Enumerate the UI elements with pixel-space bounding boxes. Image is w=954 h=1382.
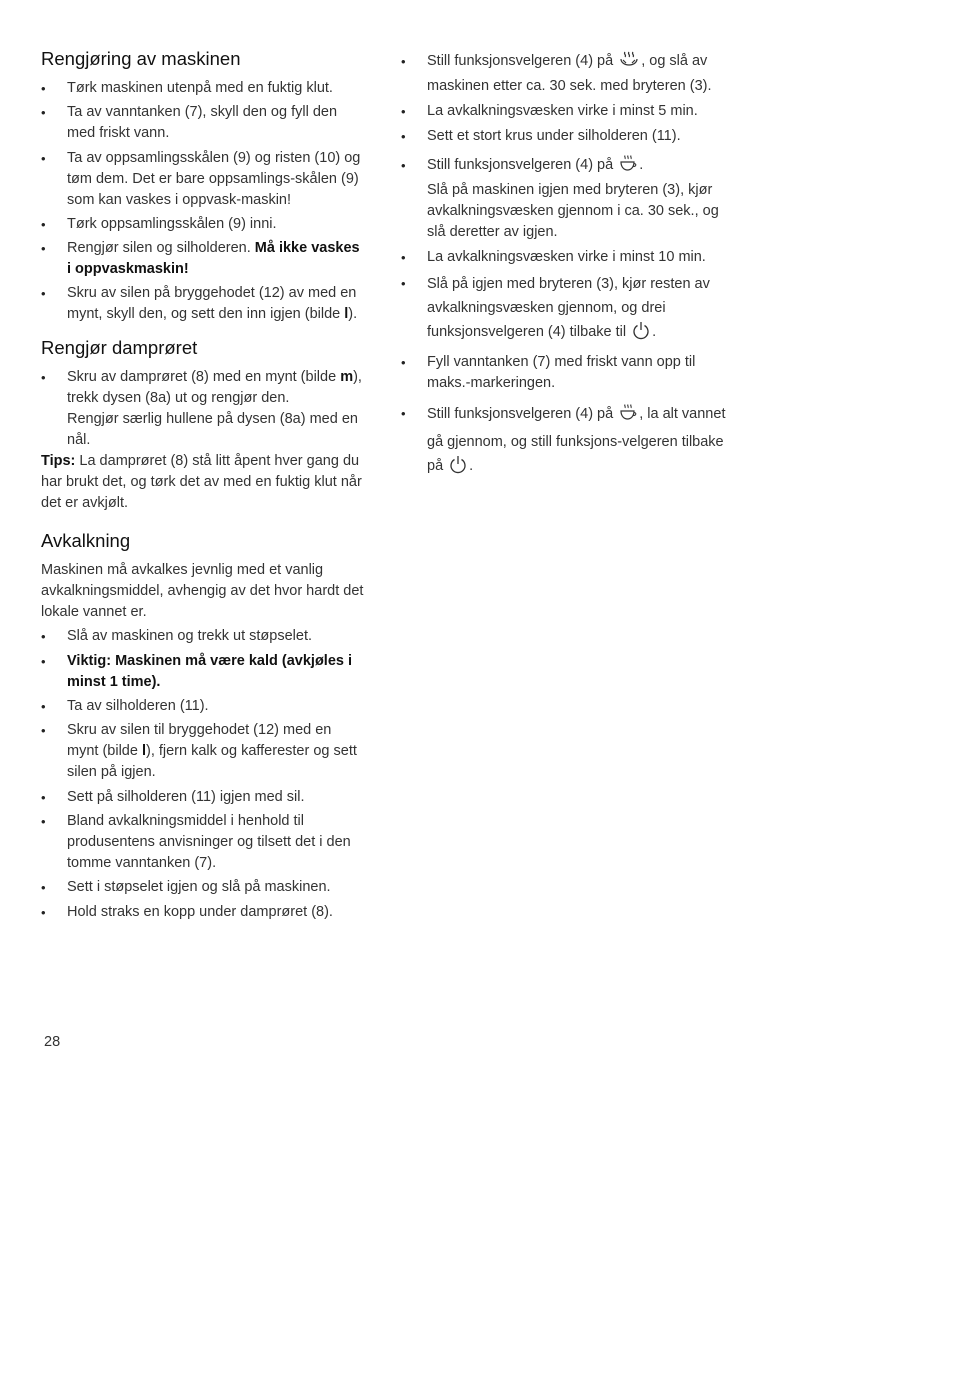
tips-label: Tips: (41, 453, 76, 470)
power-icon (632, 321, 650, 348)
list-item: • Sett på silholderen (11) igjen med sil. (41, 788, 305, 805)
bullet-list (401, 51, 731, 482)
coffee-cup-icon (619, 155, 637, 180)
section-title: Rengjør damprøret (41, 337, 198, 359)
warning-text: Viktig: Maskinen må være kald (avkjøles i minst 1 time). (67, 652, 353, 690)
left-column (41, 46, 366, 926)
list-item: • Still funksjonsvelgeren (4) på . Slå på maskinen igjen med bryteren (3), kjør avkalkningsvæsken gjennom i ca. 30 sek., og slå deretter av igjen. (401, 157, 719, 240)
list-item: • La avkalkningsvæsken virke i minst 10 min. (401, 249, 706, 265)
list-item: • Skru av silen til bryggehodet (12) med en mynt (bilde l), fjern kalk og kafferester og sett silen på igjen. (41, 722, 357, 781)
list-item: • Tørk maskinen utenpå med en fuktig klut. (41, 80, 333, 96)
section-steam-pipe (41, 335, 366, 514)
power-icon (449, 455, 467, 482)
list-item: • Tørk oppsamlingsskålen (9) inni. (41, 215, 277, 232)
list-item: • Skru av damprøret (8) med en mynt (bilde m), trekk dysen (8a) ut og rengjør den. Rengjør særlig hullene på dysen (8a) med en nål. (41, 369, 362, 449)
list-item: • La avkalkningsvæsken virke i minst 5 min. (401, 103, 698, 119)
list-item: • Slå av maskinen og trekk ut støpselet. (41, 628, 312, 645)
section-cleaning-machine (41, 46, 366, 325)
section-title: Avkalkning (41, 530, 131, 552)
intro-paragraph: Maskinen må avkalkes jevnlig med et vanlig avkalkningsmiddel, avhengig av det hvor hardt det lokale vannet er. (41, 562, 364, 621)
figure-ref: l (344, 306, 349, 323)
list-item: • Ta av vanntanken (7), skyll den og fyll den med friskt vann. (41, 104, 338, 142)
list-item: • Still funksjonsvelgeren (4) på , og slå av maskinen etter ca. 30 sek. med bryteren (3). (401, 53, 712, 94)
list-item: • Hold straks en kopp under damprøret (8). (41, 903, 333, 920)
list-item: • Fyll vanntanken (7) med friskt vann opp til maks.-markeringen. (401, 354, 696, 391)
coffee-cup-icon (619, 404, 637, 430)
page-number: 28 (44, 1034, 61, 1050)
list-item: • Slå på igjen med bryteren (3), kjør resten av avkalkningsvæsken gjennom, og drei funksjonsvelgeren (4) tilbake til . (401, 272, 731, 348)
section-title: Rengjøring av maskinen (41, 48, 241, 69)
list-item: • Sett i støpselet igjen og slå på maskinen. (41, 879, 331, 896)
bullet-list (41, 367, 366, 451)
list-item: • Sett et stort krus under silholderen (11). (401, 128, 681, 144)
list-item: • Rengjør silen og silholderen. Må ikke vaskes i oppvaskmaskin! (41, 240, 360, 278)
list-item: • Bland avkalkningsmiddel i henhold til produsentens anvisninger og tilsett det i den tomme vanntanken (7). (41, 812, 351, 871)
bullet-list (41, 626, 366, 922)
right-column (401, 51, 731, 486)
tips-paragraph: Tips: La damprøret (8) stå litt åpent hver gang du har brukt det, og tørk det av med en fuktig klut når det er avkjølt. (41, 453, 362, 512)
section-descaling (41, 528, 366, 922)
steam-icon (619, 51, 639, 76)
bullet-list (41, 78, 366, 325)
figure-ref: m (340, 369, 354, 386)
list-item: • Still funksjonsvelgeren (4) på , la alt vannet gå gjennom, og still funksjons-velgeren tilbake på . (401, 402, 731, 482)
list-item: • Ta av oppsamlingsskålen (9) og risten (10) og tøm dem. Det er bare oppsamlings-skålen (9) som kan vaskes i oppvask-maskin! (41, 149, 361, 208)
warning-text: Må ikke vaskes i oppvaskmaskin! (67, 240, 360, 278)
figure-ref: l (141, 743, 146, 760)
list-item: • Ta av silholderen (11). (41, 698, 209, 715)
list-item: • Skru av silen på bryggehodet (12) av med en mynt, skyll den, og sett den inn igjen (bilde l). (41, 285, 358, 323)
list-item: • Viktig: Maskinen må være kald (avkjøles i minst 1 time). (41, 652, 353, 690)
